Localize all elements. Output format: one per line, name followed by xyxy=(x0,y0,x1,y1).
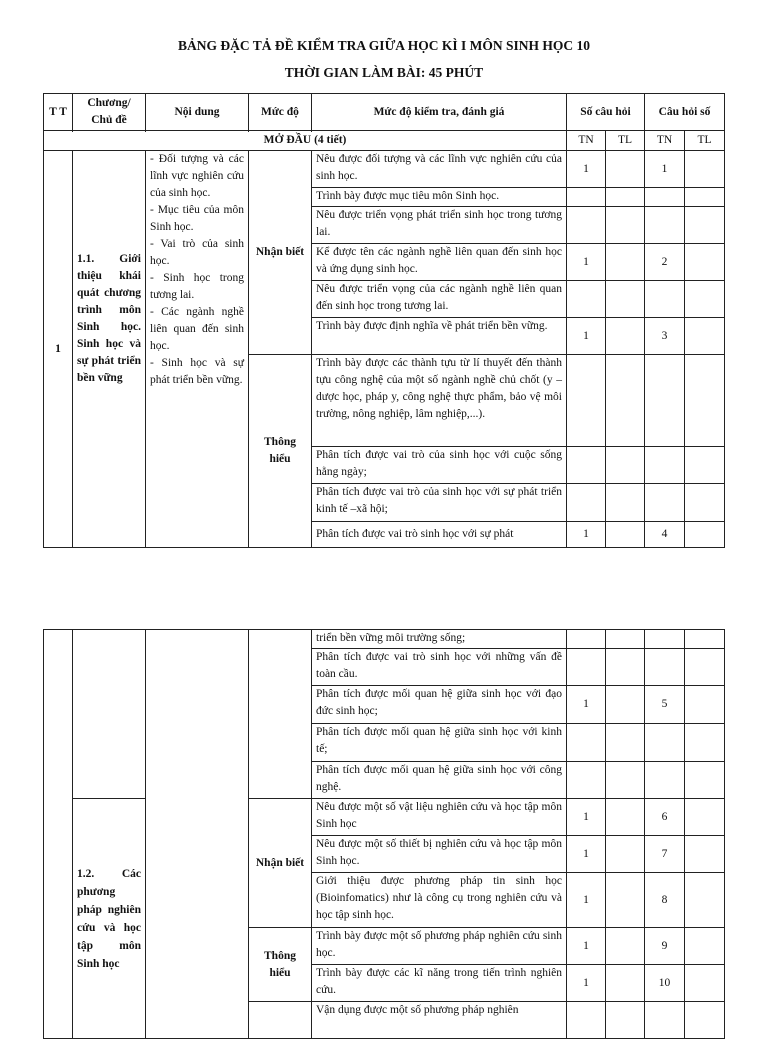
question-tl xyxy=(685,188,725,207)
criterion-text: Giới thiệu được phương pháp tin sinh học (Bioinfomatics) như là công cụ trong nghiên cứu và học tập sinh học. xyxy=(312,873,567,928)
count-tl xyxy=(606,188,645,207)
level-nhan-biet: Nhận biết xyxy=(249,799,312,928)
count-tl xyxy=(606,836,645,873)
count-tn: 1 xyxy=(567,928,606,965)
question-tn: 2 xyxy=(645,244,685,281)
count-tn xyxy=(567,188,606,207)
question-tn: 5 xyxy=(645,686,685,724)
count-tn xyxy=(567,630,606,649)
question-tl xyxy=(685,762,725,799)
question-tn xyxy=(645,207,685,244)
count-tl xyxy=(606,318,645,355)
criterion-text: Trình bày được mục tiêu môn Sinh học. xyxy=(312,188,567,207)
question-tl xyxy=(685,281,725,318)
count-tn xyxy=(567,649,606,686)
question-tl xyxy=(685,244,725,281)
count-tn xyxy=(567,447,606,484)
question-tn xyxy=(645,484,685,522)
count-tn xyxy=(567,724,606,762)
count-tl xyxy=(606,965,645,1002)
question-tl xyxy=(685,965,725,1002)
count-tl xyxy=(606,630,645,649)
content-item: - Đối tượng và các lĩnh vực nghiên cứu của sinh học. xyxy=(150,153,244,199)
count-tn xyxy=(567,355,606,447)
count-tl xyxy=(606,244,645,281)
count-tn: 1 xyxy=(567,151,606,188)
count-tl xyxy=(606,151,645,188)
content-item: - Sinh học và sự phát triển bền vững. xyxy=(150,357,244,386)
count-tl xyxy=(606,484,645,522)
count-tl xyxy=(606,649,645,686)
count-tn xyxy=(567,207,606,244)
criterion-text: Nêu được triển vọng phát triển sinh học trong tương lai. xyxy=(312,207,567,244)
count-tl xyxy=(606,447,645,484)
criterion-text: Nêu được một số vật liệu nghiên cứu và học tập môn Sinh học xyxy=(312,799,567,836)
criterion-text: Kể được tên các ngành nghề liên quan đến sinh học và ứng dụng sinh học. xyxy=(312,244,567,281)
content-item: - Vai trò của sinh học. xyxy=(150,238,244,267)
question-tn: 3 xyxy=(645,318,685,355)
section-row: MỞ ĐẦU (4 tiết) xyxy=(44,131,567,151)
header-cauhoiso: Câu hỏi số xyxy=(645,94,725,131)
content-list xyxy=(146,151,249,548)
count-tn: 1 xyxy=(567,244,606,281)
question-tn: 6 xyxy=(645,799,685,836)
header-tt: T T xyxy=(44,94,73,131)
question-tl xyxy=(685,522,725,548)
header-chuong: Chương/ Chủ đề xyxy=(73,94,146,131)
header-socauhoi: Số câu hỏi xyxy=(567,94,645,131)
row-number: 1 xyxy=(44,151,73,548)
content-item: - Mục tiêu của môn Sinh học. xyxy=(150,204,244,233)
count-tl xyxy=(606,762,645,799)
count-tn: 1 xyxy=(567,965,606,1002)
criterion-text: Nêu được một số thiết bị nghiên cứu và học tập môn Sinh học. xyxy=(312,836,567,873)
count-tn xyxy=(567,484,606,522)
criterion-text: Phân tích được mối quan hệ giữa sinh học với đạo đức sinh học; xyxy=(312,686,567,724)
question-tl xyxy=(685,207,725,244)
question-tl xyxy=(685,649,725,686)
question-tl xyxy=(685,1002,725,1039)
question-tl xyxy=(685,724,725,762)
question-tn xyxy=(645,447,685,484)
spec-table-page-1 xyxy=(43,93,725,548)
question-tl xyxy=(685,318,725,355)
question-tl xyxy=(685,630,725,649)
criterion-text: Phân tích được mối quan hệ giữa sinh học với kinh tế; xyxy=(312,724,567,762)
count-tl xyxy=(606,873,645,928)
criterion-text: Phân tích được vai trò của sinh học với sự phát triển kinh tế –xã hội; xyxy=(312,484,567,522)
document-subtitle: THỜI GIAN LÀM BÀI: 45 PHÚT xyxy=(284,65,484,80)
count-tl xyxy=(606,1002,645,1039)
question-tl xyxy=(685,484,725,522)
content-cont xyxy=(146,630,249,1039)
question-tn xyxy=(645,630,685,649)
count-tl xyxy=(606,686,645,724)
count-tn: 1 xyxy=(567,318,606,355)
count-tn: 1 xyxy=(567,836,606,873)
count-tn: 1 xyxy=(567,522,606,548)
content-item: - Các ngành nghề liên quan đến sinh học. xyxy=(150,306,244,352)
count-tn: 1 xyxy=(567,686,606,724)
question-tl xyxy=(685,836,725,873)
question-tn xyxy=(645,762,685,799)
question-tn xyxy=(645,355,685,447)
level-nhan-biet: Nhận biết xyxy=(249,151,312,355)
count-tn xyxy=(567,281,606,318)
criterion-text: Nêu được đối tượng và các lĩnh vực nghiên cứu của sinh học. xyxy=(312,151,567,188)
count-tl xyxy=(606,799,645,836)
question-tn xyxy=(645,724,685,762)
criterion-text: Trình bày được các thành tựu từ lí thuyết đến thành tựu công nghệ của một số ngành nghề chủ chốt (y – dược học, pháp y, công nghệ thực phẩm, bảo vệ môi trường, nông nghiệp, lâm nghiệp,...). xyxy=(312,355,567,447)
question-tn: 9 xyxy=(645,928,685,965)
criterion-text: Vận dụng được một số phương pháp nghiên xyxy=(312,1002,567,1039)
question-tl xyxy=(685,447,725,484)
level-cell xyxy=(249,1002,312,1039)
header-noidung: Nội dung xyxy=(146,94,249,131)
count-tn xyxy=(567,1002,606,1039)
question-tl xyxy=(685,928,725,965)
count-tl xyxy=(606,928,645,965)
question-tn: 10 xyxy=(645,965,685,1002)
chapter-topic: 1.1. Giới thiệu khái quát chương trình môn Sinh học. Sinh học và sự phát triển bền vững xyxy=(73,151,146,548)
level-thong-hieu: Thông hiểu xyxy=(249,928,312,1002)
criterion-text: Trình bày được một số phương pháp nghiên cứu sinh học. xyxy=(312,928,567,965)
content-item: - Sinh học trong tương lai. xyxy=(150,272,244,301)
row-number-cont xyxy=(44,630,73,1039)
chapter-topic-cont xyxy=(73,630,146,799)
subheader-tn: TN xyxy=(645,131,685,151)
count-tl xyxy=(606,522,645,548)
count-tn: 1 xyxy=(567,799,606,836)
question-tn: 4 xyxy=(645,522,685,548)
criterion-text: Trình bày được các kĩ năng trong tiến trình nghiên cứu. xyxy=(312,965,567,1002)
question-tl xyxy=(685,799,725,836)
count-tn xyxy=(567,762,606,799)
subheader-tl: TL xyxy=(685,131,725,151)
question-tn xyxy=(645,649,685,686)
level-cont xyxy=(249,630,312,799)
criterion-text: Trình bày được định nghĩa về phát triển bền vững. xyxy=(312,318,567,355)
criterion-text: Phân tích được vai trò sinh học với sự phát xyxy=(312,522,567,548)
criterion-text: Phân tích được mối quan hệ giữa sinh học với công nghệ. xyxy=(312,762,567,799)
chapter-topic-2: 1.2. Các phương pháp nghiên cứu và học tập môn Sinh học xyxy=(73,799,146,1039)
level-thong-hieu: Thông hiểu xyxy=(249,355,312,548)
question-tn: 1 xyxy=(645,151,685,188)
question-tl xyxy=(685,151,725,188)
question-tl xyxy=(685,873,725,928)
count-tl xyxy=(606,207,645,244)
count-tn: 1 xyxy=(567,873,606,928)
header-mucdo: Mức độ xyxy=(249,94,312,131)
question-tl xyxy=(685,355,725,447)
question-tn xyxy=(645,188,685,207)
header-kiemtra: Mức độ kiểm tra, đánh giá xyxy=(312,94,567,131)
question-tn: 8 xyxy=(645,873,685,928)
question-tl xyxy=(685,686,725,724)
count-tl xyxy=(606,724,645,762)
subheader-tl: TL xyxy=(606,131,645,151)
subheader-tn: TN xyxy=(567,131,606,151)
criterion-text: Nêu được triển vọng của các ngành nghề liên quan đến sinh học trong tương lai. xyxy=(312,281,567,318)
criterion-text: Phân tích được vai trò của sinh học với cuộc sống hằng ngày; xyxy=(312,447,567,484)
question-tn xyxy=(645,281,685,318)
criterion-text: Phân tích được vai trò sinh học với những vấn đề toàn cầu. xyxy=(312,649,567,686)
criterion-text: triển bền vững môi trường sống; xyxy=(312,630,567,649)
question-tn xyxy=(645,1002,685,1039)
question-tn: 7 xyxy=(645,836,685,873)
spec-table-page-2 xyxy=(43,629,725,1039)
count-tl xyxy=(606,281,645,318)
document-title: BẢNG ĐẶC TẢ ĐỀ KIỂM TRA GIỮA HỌC KÌ I MÔN SINH HỌC 10 xyxy=(178,38,590,53)
count-tl xyxy=(606,355,645,447)
